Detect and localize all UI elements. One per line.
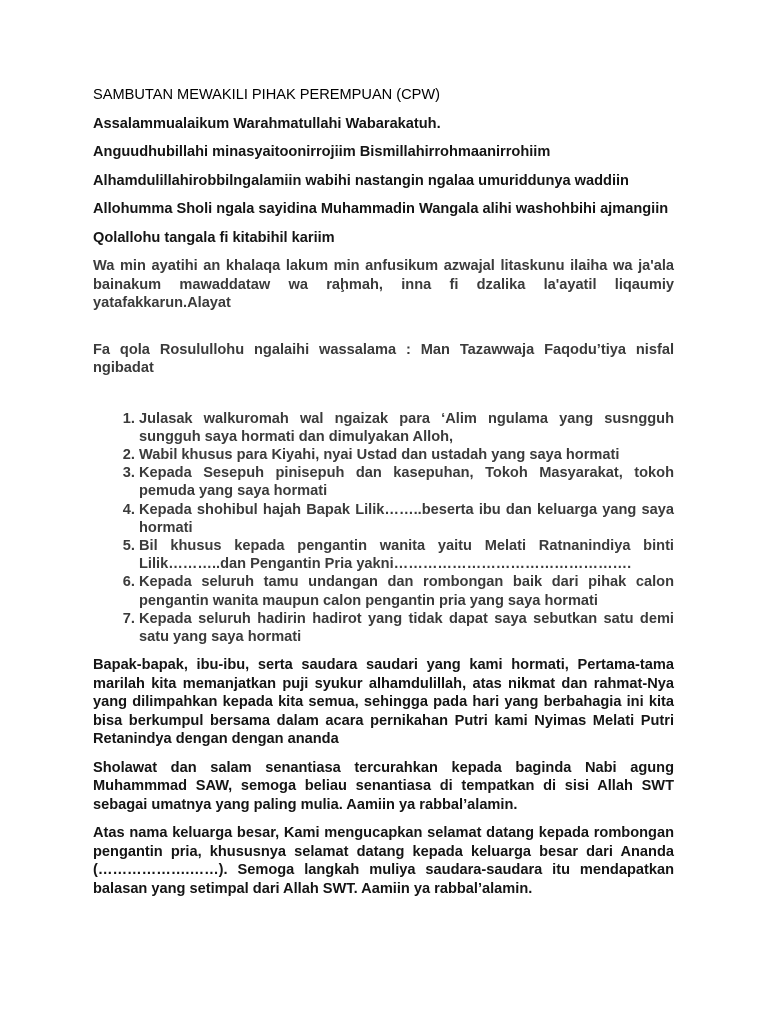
list-item: 4. Kepada shohibul hajah Bapak Lilik……..beserta ibu dan keluarga yang saya hormati bbox=[139, 501, 674, 537]
opening-taawudz: Anguudhubillahi minasyaitoonirrojiim Bismillahirrohmaanirrohiim bbox=[93, 144, 551, 160]
list-item: 7. Kepada seluruh hadirin hadirot yang tidak dapat saya sebutkan satu demi satu yang saya hormati bbox=[139, 610, 674, 646]
list-item: 6. Kepada seluruh tamu undangan dan rombongan baik dari pihak calon pengantin wanita maupun calon pengantin pria yang saya hormati bbox=[139, 573, 674, 609]
body-paragraph-welcome: Atas nama keluarga besar, Kami mengucapkan selamat datang kepada rombongan pengantin pria, khususnya selamat datang kepada keluarga besar dari Ananda (……………….……). Semoga langkah muliya saudara-saudara itu mendapatkan balasan yang setimpal dari Allah SWT. Aamiin ya rabbal’alamin. bbox=[93, 825, 674, 897]
document-title: SAMBUTAN MEWAKILI PIHAK PEREMPUAN (CPW) bbox=[93, 87, 441, 103]
list-item: 2. Wabil khusus para Kiyahi, nyai Ustad dan ustadah yang saya hormati bbox=[139, 446, 674, 464]
list-item: 1. Julasak walkuromah wal ngaizak para ‘Alim ngulama yang susngguh sungguh saya hormati dan dimulyakan Alloh, bbox=[139, 410, 674, 446]
opening-sholawat: Allohumma Sholi ngala sayidina Muhammadin Wangala alihi washohbihi ajmangiin bbox=[93, 201, 669, 217]
opening-salam: Assalammualaikum Warahmatullahi Wabarakatuh. bbox=[93, 115, 441, 132]
body-paragraph-gratitude: Bapak-bapak, ibu-ibu, serta saudara saudari yang kami hormati, Pertama-tama marilah kita memanjatkan puji syukur alhamdulillah, atas nikmat dan rahmat-Nya yang dilimpahkan kepada kita semua, sehingga pada hari yang berbahagia ini kita bisa berkumpul bersama dalam acara pernikahan Putri kami Nyimas Melati Putri Retanindya dengan dengan ananda bbox=[93, 657, 674, 748]
opening-qolallohu: Qolallohu tangala fi kitabihil kariim bbox=[93, 229, 335, 246]
body-paragraph-sholawat: Sholawat dan salam senantiasa tercurahkan kepada baginda Nabi agung Muhammmad SAW, semoga beliau senantiasa di tempatkan di sisi Allah SWT sebagai umatnya yang paling mulia. Aamiin ya rabbal’alamin. bbox=[93, 759, 674, 813]
document-page bbox=[93, 86, 674, 908]
opening-hamdalah: Alhamdulillahirobbilngalamiin wabihi nastangin ngalaa umuriddunya waddiin bbox=[93, 172, 629, 189]
list-item: 5. Bil khusus kepada pengantin wanita yaitu Melati Ratnanindiya binti Lilik………..dan Pengantin Pria yakni…………………………………………. bbox=[139, 537, 674, 573]
ayat-paragraph: Wa min ayatihi an khalaqa lakum min anfusikum azwajal litaskunu ilaiha wa ja'ala bainakum mawaddataw wa raḩmah, inna fi dzalika la'ayatil liqaumiy yatafakkarun.Alayat bbox=[93, 258, 674, 311]
hadith-paragraph: Fa qola Rosulullohu ngalaihi wassalama : Man Tazawwaja Faqodu’tiya nisfal ngibadat bbox=[93, 341, 674, 376]
list-item: 3. Kepada Sesepuh pinisepuh dan kasepuhan, Tokoh Masyarakat, tokoh pemuda yang saya hormati bbox=[139, 464, 674, 500]
greetings-list bbox=[93, 410, 674, 647]
